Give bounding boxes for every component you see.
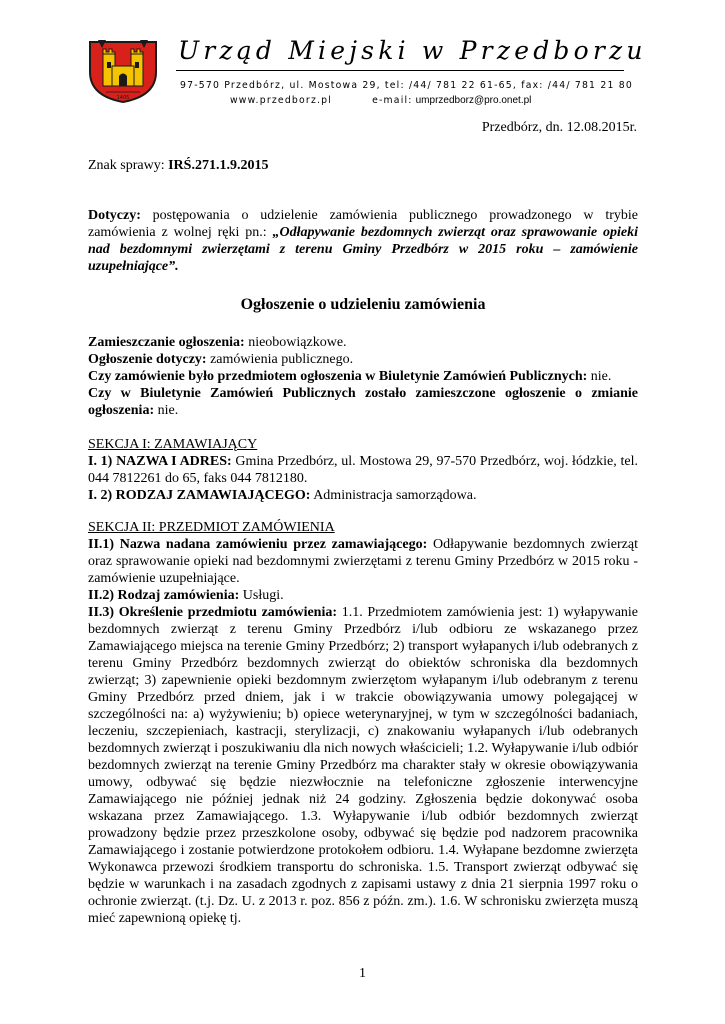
document-date: Przedbórz, dn. 12.08.2015r. <box>481 120 637 135</box>
notice-line <box>88 385 638 419</box>
item-value: 1.1. Przedmiotem zamówienia jest: 1) wyłapywanie bezdomnych zwierząt z terenu Gminy Przedbórz i/lub odbioru ze wskazanego przez Zamawiającego miejsca na terenie Gminy Przedbórz; 2) transport wyłapanych i/lub odebranych z terenu Gminy Przedbórz bezdomnych zwierząt do obiektów schroniska dla bezdomnych zwierząt; 3) zapewnienie opieki bezdomnym zwierzętom wyłapanym i/lub odebranym z terenu Gminy Przedbórz przed dniem, jak i w trakcie obowiązywania umowy polegającej w szczególności na: a) wyżywieniu; b) opiece weterynaryjnej, w tym w szczególności badaniach, leczeniu, szczepieniach, kastracji, sterylizacji, c) znakowaniu wyłapanych i/lub odebranych bezdomnych zwierząt i poszukiwaniu dla nich nowych właścicieli; 1.2. Wyłapywanie i/lub odbiór bezdomnych zwierząt na terenie Gminy Przedbórz ma charakter stały w okresie obowiązywania umowy, odbywać się będzie niezwłocznie na telefoniczne zgłoszenie interwencyjne Zamawiającego nie później jednak niż 24 godziny. Zgłoszenia będzie dokonywać osoba wskazana przez Zamawiającego. 1.3. Wyłapywanie i/lub odbiór bezdomnych zwierząt prowadzony będzie przez przeszkolone osoby, odbywać się będzie pod nadzorem pracownika Zamawiającego i zostanie potwierdzone protokołem odbioru. 1.4. Wyłapane bezdomne zwierzęta Wykonawca przewozi środkiem transportu do schroniska. 1.5. Transport zwierząt odbywać się będzie w warunkach i na zasadach zgodnych z zapisami ustawy z dnia 21 sierpnia 1997 roku o ochronie zwierząt. (t.j. Dz. U. z 2013 r. poz. 856 z późn. zm.). 1.6. W schronisku zwierzęta muszą mieć zapewnioną opiekę tj. <box>88 605 639 926</box>
org-address-line: 97-570 Przedbórz, ul. Mostowa 29, tel: /44/ 781 22 61-65, fax: /44/ 781 21 80 <box>180 80 633 91</box>
section-2-item <box>88 587 638 604</box>
notice-label: Zamieszczanie ogłoszenia: <box>88 335 245 350</box>
page-number: 1 <box>359 966 366 981</box>
notice-label: Czy zamówienie było przedmiotem ogłoszenia w Biuletynie Zamówień Publicznych: <box>88 369 588 384</box>
notice-block <box>88 334 638 419</box>
document-title: Ogłoszenie o udzieleniu zamówienia <box>240 296 486 313</box>
subject-paragraph <box>88 207 638 275</box>
email-label: e-mail: <box>372 95 413 106</box>
section-2-item <box>88 604 638 927</box>
notice-line <box>88 351 638 368</box>
subject-intro: postępowania o udzielenie zamówienia publicznego prowadzonego w trybie zamówienia z wolnej ręki pn.: <box>88 208 638 240</box>
crest-year: 1405 <box>116 95 130 101</box>
section-2-heading: SEKCJA II: PRZEDMIOT ZAMÓWIENIA <box>88 520 335 535</box>
notice-value: nie. <box>590 369 612 384</box>
notice-label: Ogłoszenie dotyczy: <box>88 352 207 367</box>
reference-label: Znak sprawy: <box>88 158 165 173</box>
notice-value: zamówienia publicznego. <box>210 352 354 367</box>
letterhead-divider <box>176 70 624 71</box>
email-link[interactable]: umprzedborz@pro.onet.pl <box>415 95 532 106</box>
section-1-item <box>88 487 638 504</box>
website-link[interactable]: www.przedborz.pl <box>230 95 333 106</box>
item-label: I. 2) RODZAJ ZAMAWIAJĄCEGO: <box>88 488 311 503</box>
org-name-heading: Urząd Miejski w Przedborzu <box>178 36 647 65</box>
notice-line <box>88 368 638 385</box>
case-reference <box>88 157 638 174</box>
reference-value: IRŚ.271.1.9.2015 <box>168 158 269 173</box>
subject-label: Dotyczy: <box>88 208 141 223</box>
notice-label: Czy w Biuletynie Zamówień Publicznych zostało zamieszczone ogłoszenie o zmianie ogłoszenia: <box>88 386 638 418</box>
org-contact-line <box>230 95 531 106</box>
item-value: Usługi. <box>242 588 284 603</box>
section-2 <box>88 519 638 927</box>
item-label: II.1) Nazwa nadana zamówieniu przez zamawiającego: <box>88 537 428 552</box>
subject-name: „Odłapywanie bezdomnych zwierząt oraz sprawowanie opieki nad bezdomnymi zwierzętami z terenu Gminy Przedbórz w 2015 roku – zamówienie uzupełniające”. <box>88 225 638 274</box>
item-label: II.2) Rodzaj zamówienia: <box>88 588 240 603</box>
notice-value: nieobowiązkowe. <box>248 335 347 350</box>
section-1-item <box>88 453 638 487</box>
notice-value: nie. <box>157 403 179 418</box>
coat-of-arms-logo <box>86 38 160 104</box>
section-1 <box>88 436 638 504</box>
section-1-heading: SEKCJA I: ZAMAWIAJĄCY <box>88 437 258 452</box>
section-2-item <box>88 536 638 587</box>
item-label: I. 1) NAZWA I ADRES: <box>88 454 232 469</box>
item-value: Administracja samorządowa. <box>313 488 477 503</box>
notice-line <box>88 334 638 351</box>
item-value: Gmina Przedbórz, ul. Mostowa 29, 97-570 Przedbórz, woj. łódzkie, tel. 044 7812261 do 65, faks 044 7812180. <box>88 454 638 486</box>
item-label: II.3) Określenie przedmiotu zamówienia: <box>88 605 338 620</box>
item-value: Odłapywanie bezdomnych zwierząt oraz sprawowanie opieki nad bezdomnymi zwierzętami z terenu Gminy Przedbórz w 2015 roku - zamówienie uzupełniające. <box>88 537 638 586</box>
